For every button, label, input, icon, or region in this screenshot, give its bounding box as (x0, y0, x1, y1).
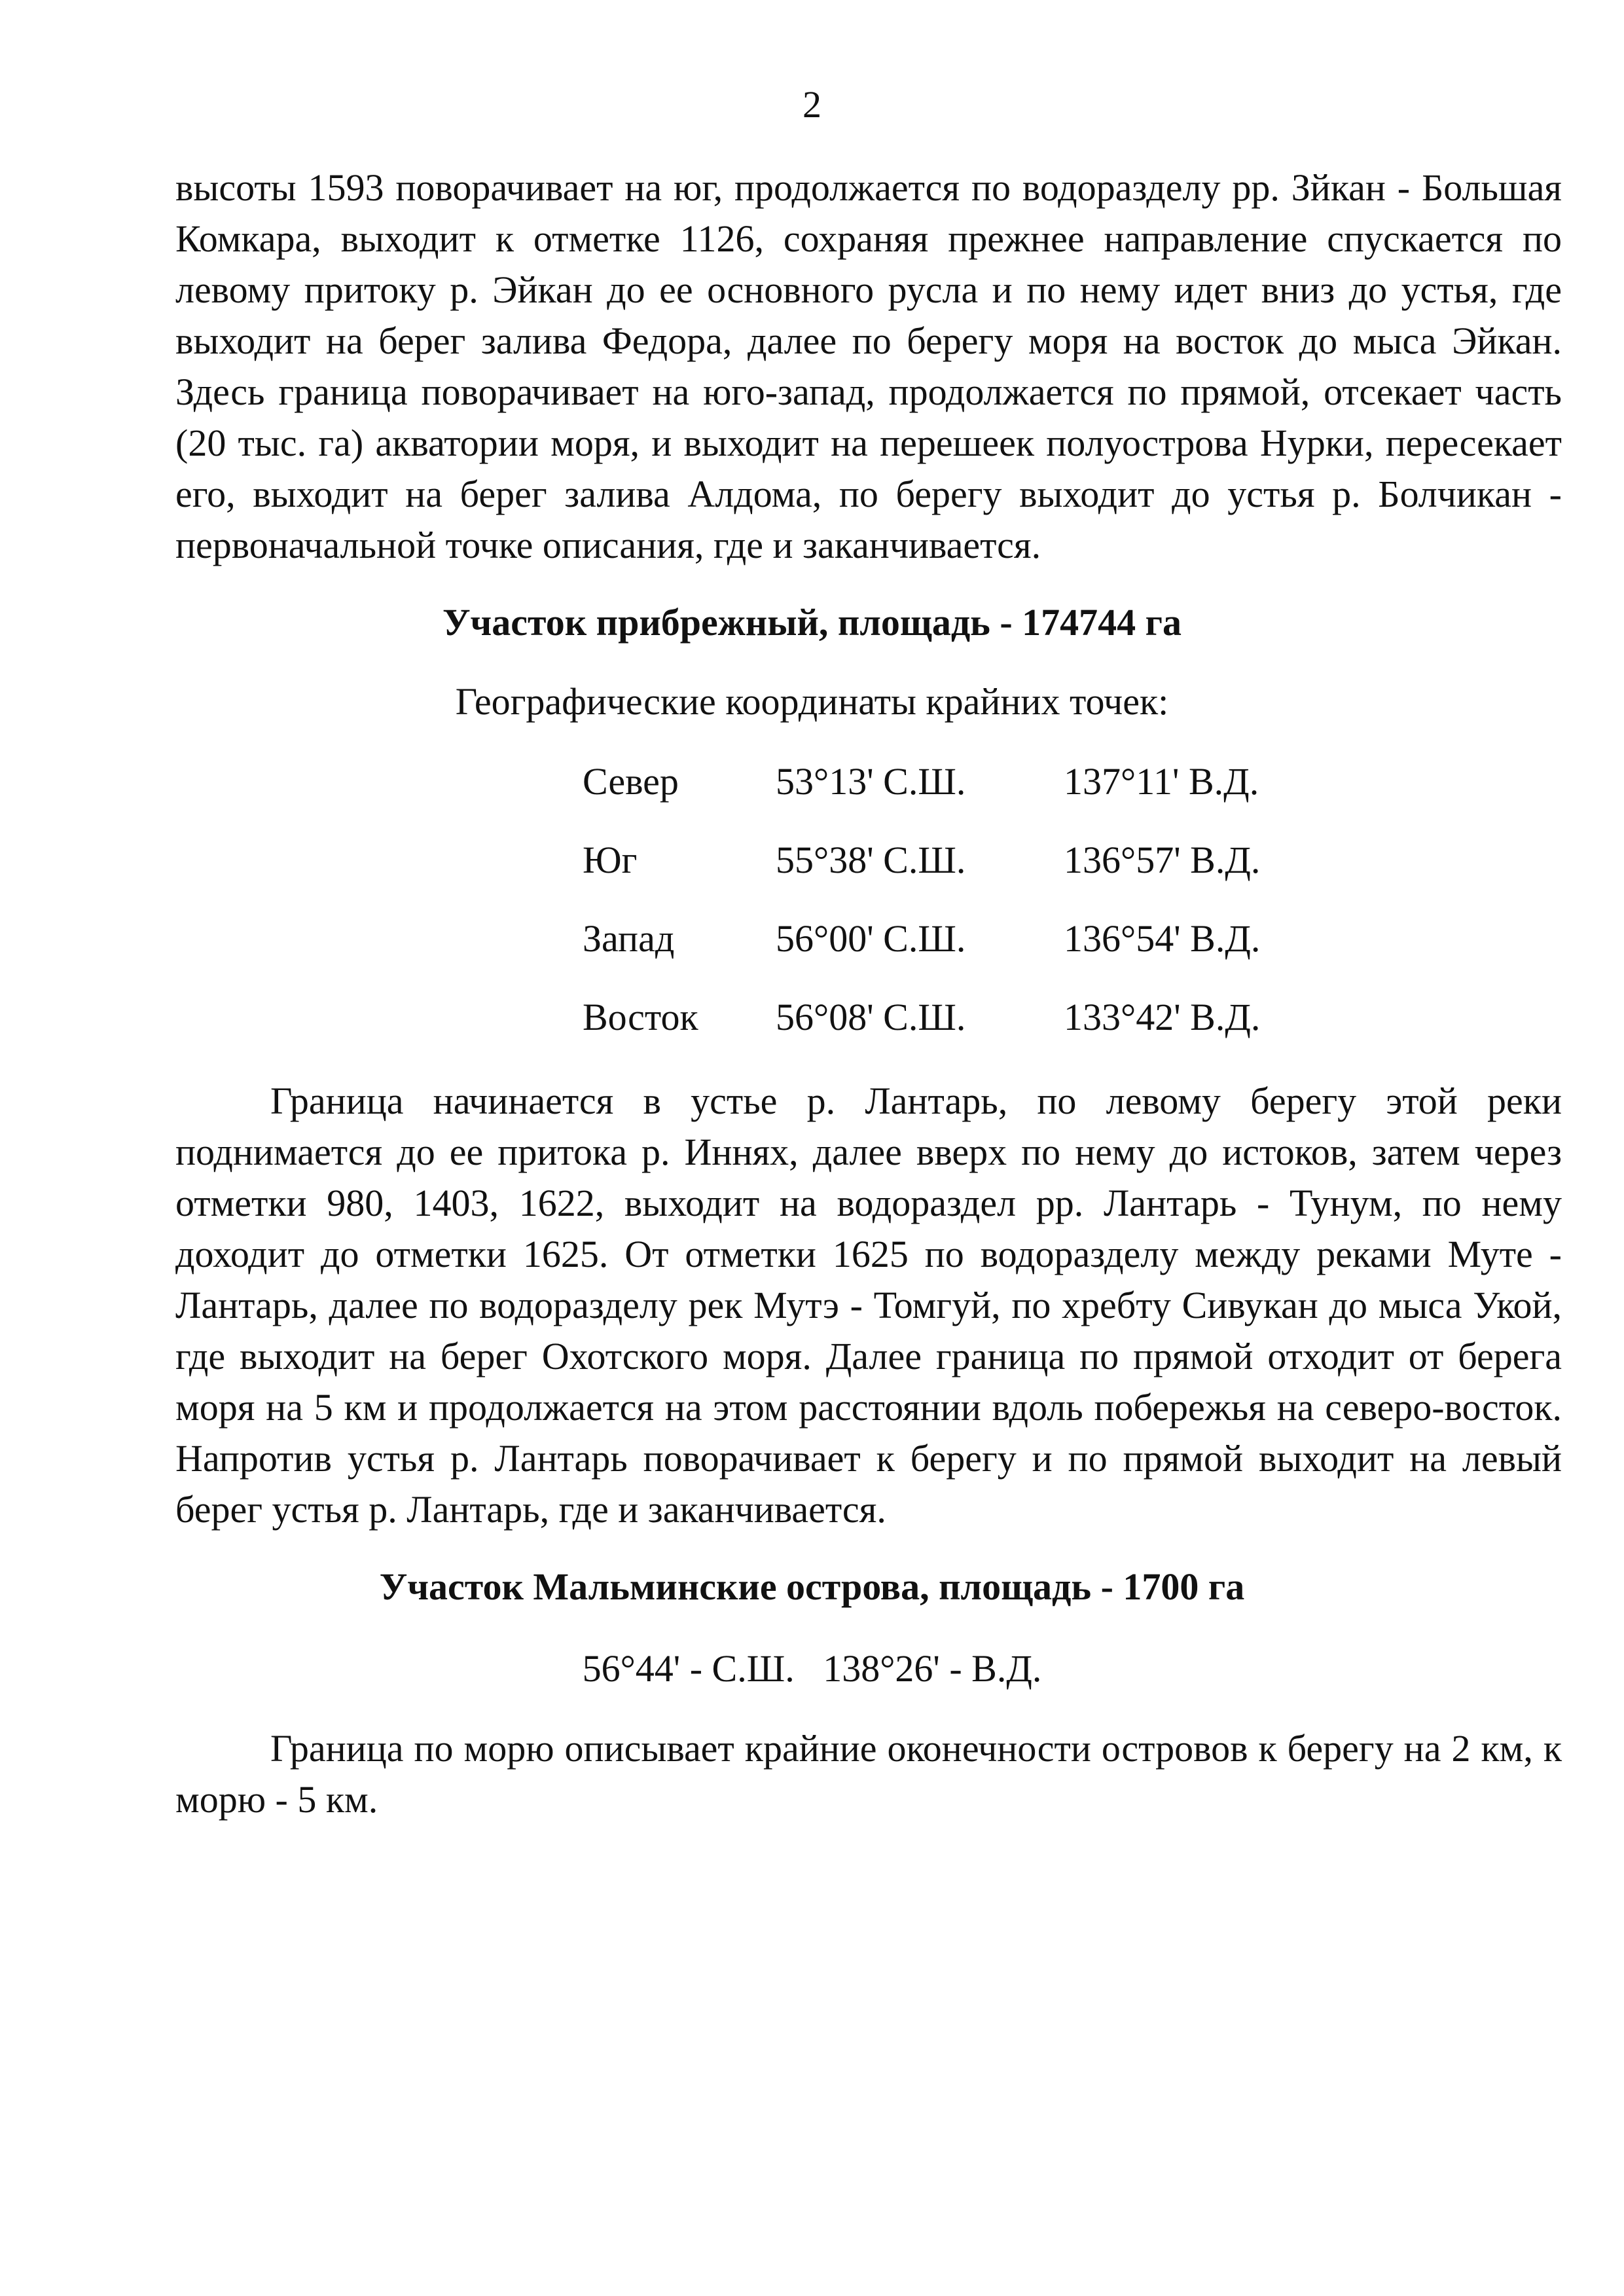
coordinate-longitude: 136°54' В.Д. (1064, 917, 1261, 960)
section-heading-islands: Участок Мальминские острова, площадь - 1700 га (379, 1565, 1245, 1608)
coordinate-longitude: 133°42' В.Д. (1064, 996, 1261, 1038)
islands-coordinate: 56°44' - С.Ш. 138°26' - В.Д. (582, 1647, 1042, 1690)
page-number: 2 (803, 83, 821, 126)
coordinate-latitude: 53°13' С.Ш. (776, 760, 966, 803)
coordinate-latitude: 56°08' С.Ш. (776, 996, 966, 1038)
coordinate-direction: Восток (583, 996, 698, 1038)
section-heading-coastal: Участок прибрежный, площадь - 174744 га (442, 601, 1182, 644)
coordinate-direction: Запад (583, 917, 675, 960)
islands-boundary-paragraph: Граница по морю описывает крайние оконечности островов к берегу на 2 км, к морю - 5 км. (175, 1727, 1562, 1821)
coordinate-direction: Юг (583, 839, 638, 881)
coastal-boundary-paragraph: Граница начинается в устье р. Лантарь, по левому берегу этой реки поднимается до ее притока р. Иннях, далее вверх по нему до истоков, затем через отметки 980, 1403, 1622, выходит на водораздел рр. Лантарь - Тунум, по нему доходит до отметки 1625. От отметки 1625 по водоразделу между реками Муте - Лантарь, далее по водоразделу рек Мутэ - Томгуй, по хребту Сивукан до мыса Укой, где выходит на берег Охотского моря. Далее граница по прямой отходит от берега моря на 5 км и продолжается на этом расстоянии вдоль побережья на северо-восток. Напротив устья р. Лантарь поворачивает к берегу и по прямой выходит на левый берег устья р. Лантарь, где и заканчивается. (175, 1080, 1562, 1531)
coordinate-longitude: 137°11' В.Д. (1064, 760, 1259, 803)
coordinate-longitude: 136°57' В.Д. (1064, 839, 1261, 881)
intro-paragraph-block (175, 162, 1562, 571)
intro-paragraph: высоты 1593 поворачивает на юг, продолжается по водоразделу рр. Зйкан - Большая Комкара, выходит к отметке 1126, сохраняя прежнее направление спускается по левому притоку р. Эйкан до ее основного русла и по нему идет вниз до устья, где выходит на берег залива Федора, далее по берегу моря на восток до мыса Эйкан. Здесь граница поворачивает на юго-запад, продолжается по прямой, отсекает часть (20 тыс. га) акватории моря, и выходит на перешеек полуострова Нурки, пересекает его, выходит на берег залива Алдома, по берегу выходит до устья р. Болчикан - первоначальной точке описания, где и заканчивается. (175, 166, 1562, 566)
coordinate-latitude: 56°00' С.Ш. (776, 917, 966, 960)
coordinate-direction: Север (583, 760, 679, 803)
coordinates-title: Географические координаты крайних точек: (455, 680, 1169, 723)
coordinate-latitude: 55°38' С.Ш. (776, 839, 966, 881)
islands-boundary-block (175, 1723, 1562, 1825)
coastal-boundary-block (175, 1076, 1562, 1535)
